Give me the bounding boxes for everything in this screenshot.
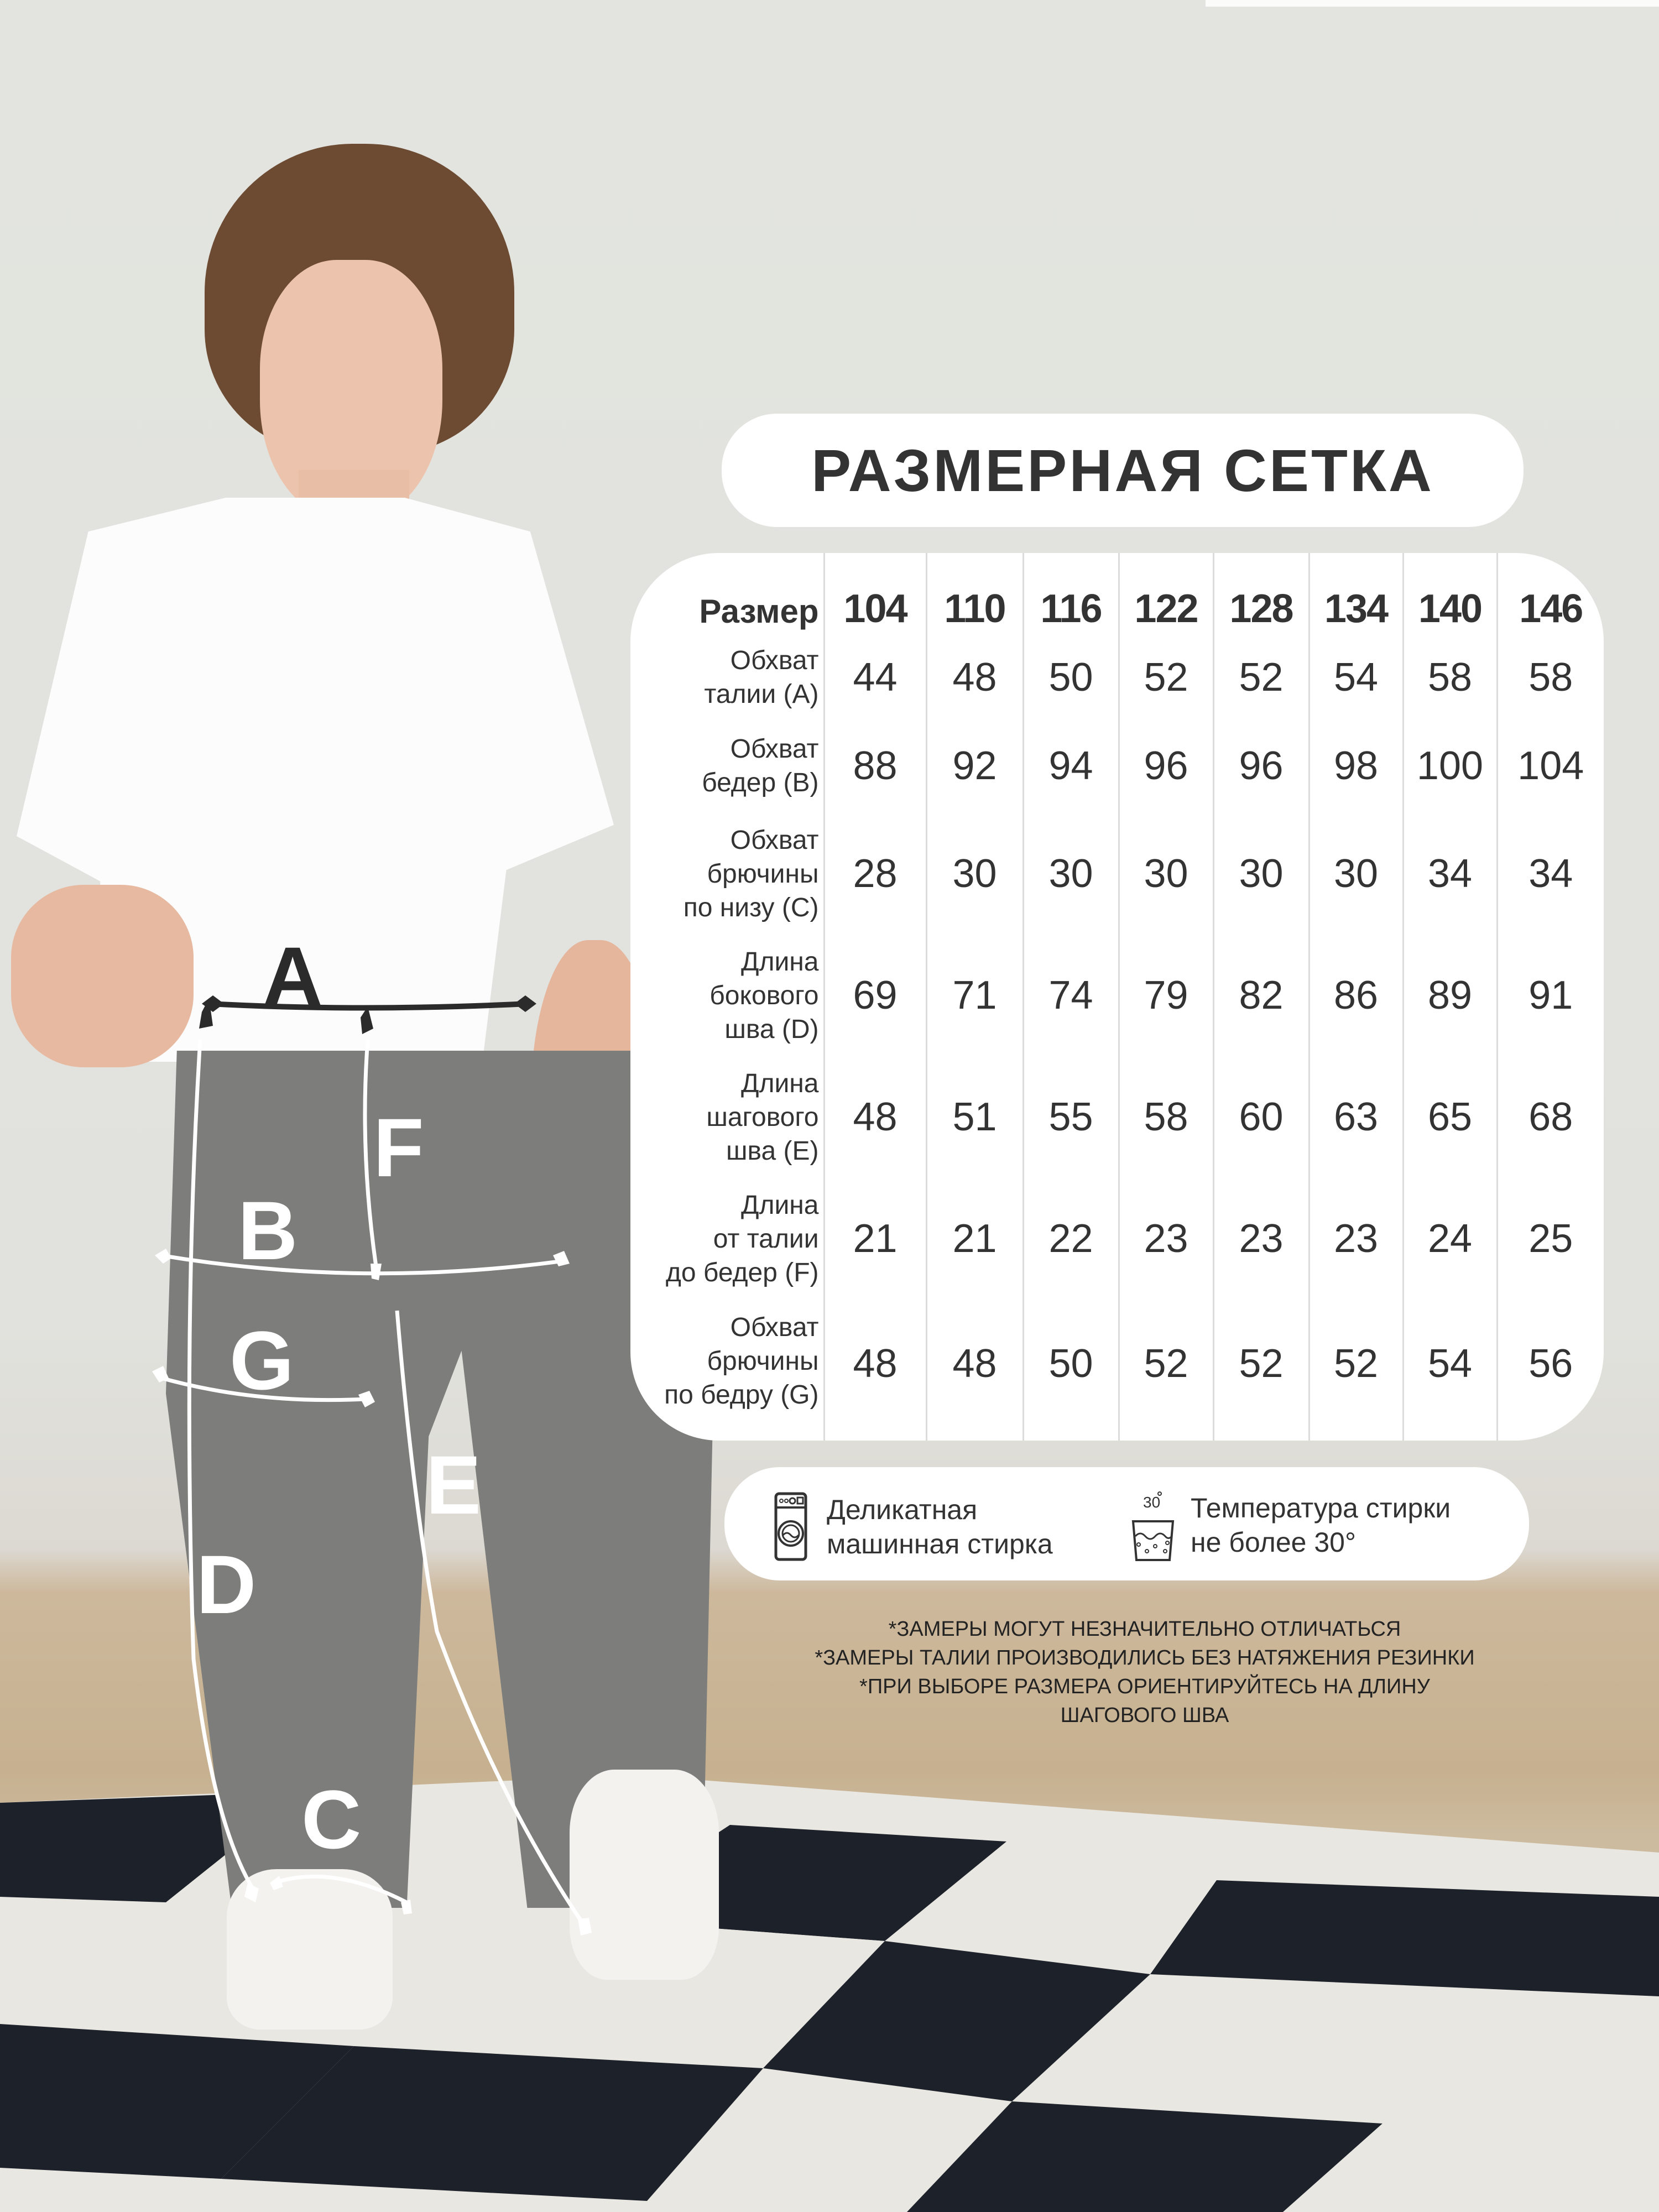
table-cell: 48: [926, 636, 1023, 719]
size-146: 146: [1519, 587, 1583, 631]
table-cell: 58: [1119, 1056, 1213, 1178]
page-title: РАЗМЕРНАЯ СЕТКА: [811, 437, 1434, 504]
care-wash-line2: машинная стирка: [827, 1528, 1053, 1559]
care-wash-text: [827, 1493, 1053, 1561]
wash-temp-label: 30: [1143, 1494, 1161, 1511]
table-cell: 51: [926, 1056, 1023, 1178]
measurement-lines: [0, 0, 719, 2212]
table-cell: 89: [1403, 935, 1497, 1056]
size-table: [630, 553, 1604, 1441]
top-edge-strip: [1206, 0, 1659, 7]
note-line: *ЗАМЕРЫ ТАЛИИ ПРОИЗВОДИЛИСЬ БЕЗ НАТЯЖЕНИЯ РЕЗИНКИ: [815, 1646, 1475, 1670]
measure-label-d: D: [196, 1538, 257, 1631]
row-label-line: шагового: [706, 1102, 819, 1132]
table-cell: 54: [1403, 1300, 1497, 1441]
size-128: 128: [1229, 587, 1293, 631]
table-cell: 54: [1309, 636, 1403, 719]
care-item-temperature: [1131, 1489, 1451, 1561]
row-label-line: шва (D): [724, 1014, 819, 1044]
measure-label-e: E: [426, 1438, 482, 1531]
table-row: [630, 813, 1604, 935]
table-cell: 58: [1497, 636, 1604, 719]
table-cell: 30: [1213, 813, 1309, 935]
row-label-line: Обхват: [730, 646, 819, 675]
row-label-line: Длина: [740, 1068, 819, 1098]
note-line: *ПРИ ВЫБОРЕ РАЗМЕРА ОРИЕНТИРУЙТЕСЬ НА ДЛИНУ: [859, 1675, 1430, 1698]
row-label-hips: [630, 719, 824, 813]
table-cell: 44: [824, 636, 926, 719]
table-cell: 55: [1023, 1056, 1119, 1178]
row-label-line: по низу (C): [683, 893, 819, 922]
table-cell: 30: [1309, 813, 1403, 935]
row-label-leg-bottom: [630, 813, 824, 935]
care-wash-line1: Деликатная: [827, 1494, 978, 1525]
measure-label-b: B: [238, 1184, 298, 1277]
table-cell: 23: [1213, 1178, 1309, 1300]
table-cell: 82: [1213, 935, 1309, 1056]
table-cell: 63: [1309, 1056, 1403, 1178]
size-140: 140: [1418, 587, 1482, 631]
table-cell: 50: [1023, 636, 1119, 719]
header-size: [926, 553, 1023, 636]
care-item-delicate-wash: [774, 1492, 1053, 1561]
table-cell: 34: [1497, 813, 1604, 935]
measure-label-g: G: [229, 1314, 294, 1407]
header-size: [824, 553, 926, 636]
header-size: [1403, 553, 1497, 636]
table-cell: 56: [1497, 1300, 1604, 1441]
table-cell: 22: [1023, 1178, 1119, 1300]
table-cell: 48: [824, 1300, 926, 1441]
header-size: [1119, 553, 1213, 636]
table-cell: 25: [1497, 1178, 1604, 1300]
size-122: 122: [1134, 587, 1198, 631]
table-cell: 52: [1119, 636, 1213, 719]
row-label-line: Обхват: [730, 825, 819, 855]
table-cell: 28: [824, 813, 926, 935]
table-cell: 21: [824, 1178, 926, 1300]
size-104: 104: [843, 587, 907, 631]
table-cell: 52: [1119, 1300, 1213, 1441]
table-row: [630, 1300, 1604, 1441]
row-label-line: талии (A): [704, 680, 819, 709]
size-notes: [752, 1615, 1537, 1730]
row-label-line: шва (E): [726, 1136, 819, 1166]
table-cell: 24: [1403, 1178, 1497, 1300]
table-cell: 21: [926, 1178, 1023, 1300]
row-label-line: бокового: [709, 980, 819, 1010]
row-label-line: Длина: [740, 1190, 819, 1220]
row-label-line: Длина: [740, 947, 819, 977]
measure-label-c: C: [301, 1773, 362, 1866]
title-banner: [722, 414, 1524, 527]
table-cell: 94: [1023, 719, 1119, 813]
table-cell: 23: [1119, 1178, 1213, 1300]
table-cell: 52: [1309, 1300, 1403, 1441]
table-cell: 52: [1213, 1300, 1309, 1441]
table-cell: 88: [824, 719, 926, 813]
table-cell: 98: [1309, 719, 1403, 813]
row-label-line: от талии: [713, 1224, 819, 1254]
size-134: 134: [1324, 587, 1388, 631]
header-size: [1497, 553, 1604, 636]
table-cell: 68: [1497, 1056, 1604, 1178]
table-cell: 91: [1497, 935, 1604, 1056]
table-cell: 48: [824, 1056, 926, 1178]
note-line: ШАГОВОГО ШВА: [1060, 1704, 1229, 1727]
row-label-line: Обхват: [730, 1313, 819, 1342]
row-label-inseam: [630, 1056, 824, 1178]
table-cell: 52: [1213, 636, 1309, 719]
table-cell: 96: [1213, 719, 1309, 813]
care-temp-line1: Температура стирки: [1191, 1493, 1451, 1524]
table-row: [630, 1056, 1604, 1178]
row-label-line: до бедер (F): [665, 1258, 819, 1287]
table-cell: 96: [1119, 719, 1213, 813]
header-size: [1023, 553, 1119, 636]
header-size-label: [630, 553, 824, 636]
note-line: *ЗАМЕРЫ МОГУТ НЕЗНАЧИТЕЛЬНО ОТЛИЧАТЬСЯ: [888, 1618, 1401, 1641]
table-cell: 50: [1023, 1300, 1119, 1441]
table-cell: 92: [926, 719, 1023, 813]
table-cell: 69: [824, 935, 926, 1056]
table-cell: 30: [1119, 813, 1213, 935]
washing-machine-icon: [774, 1492, 807, 1561]
row-label-line: Обхват: [730, 734, 819, 764]
table-cell: 34: [1403, 813, 1497, 935]
table-cell: 48: [926, 1300, 1023, 1441]
table-row: [630, 719, 1604, 813]
table-row: [630, 636, 1604, 719]
row-label-thigh: [630, 1300, 824, 1441]
care-temp-line2: не более 30°: [1191, 1527, 1356, 1558]
row-label-line: по бедру (G): [664, 1380, 819, 1410]
table-cell: 30: [926, 813, 1023, 935]
table-cell: 30: [1023, 813, 1119, 935]
size-110: 110: [944, 587, 1005, 631]
size-table-card: [630, 553, 1604, 1441]
row-label-line: брючины: [707, 1347, 819, 1376]
row-label-side-seam: [630, 935, 824, 1056]
table-cell: 100: [1403, 719, 1497, 813]
table-cell: 60: [1213, 1056, 1309, 1178]
table-cell: 58: [1403, 636, 1497, 719]
table-cell: 86: [1309, 935, 1403, 1056]
table-header-row: [630, 553, 1604, 636]
row-label-rise: [630, 1178, 824, 1300]
row-label-line: брючины: [707, 859, 819, 889]
header-size-label-text: Размер: [699, 593, 819, 630]
measure-label-f: F: [373, 1101, 424, 1194]
table-cell: 71: [926, 935, 1023, 1056]
header-size: [1213, 553, 1309, 636]
care-instructions-banner: [724, 1467, 1529, 1580]
header-size: [1309, 553, 1403, 636]
table-cell: 23: [1309, 1178, 1403, 1300]
row-label-line: бедер (B): [702, 768, 819, 797]
size-116: 116: [1040, 587, 1102, 631]
table-cell: 65: [1403, 1056, 1497, 1178]
row-label-waist: [630, 636, 824, 719]
table-cell: 74: [1023, 935, 1119, 1056]
table-cell: 79: [1119, 935, 1213, 1056]
wash-30-icon: [1131, 1489, 1175, 1561]
table-row: [630, 1178, 1604, 1300]
measure-label-a: A: [263, 930, 323, 1022]
table-row: [630, 935, 1604, 1056]
table-cell: 104: [1497, 719, 1604, 813]
care-temp-text: [1191, 1491, 1451, 1559]
